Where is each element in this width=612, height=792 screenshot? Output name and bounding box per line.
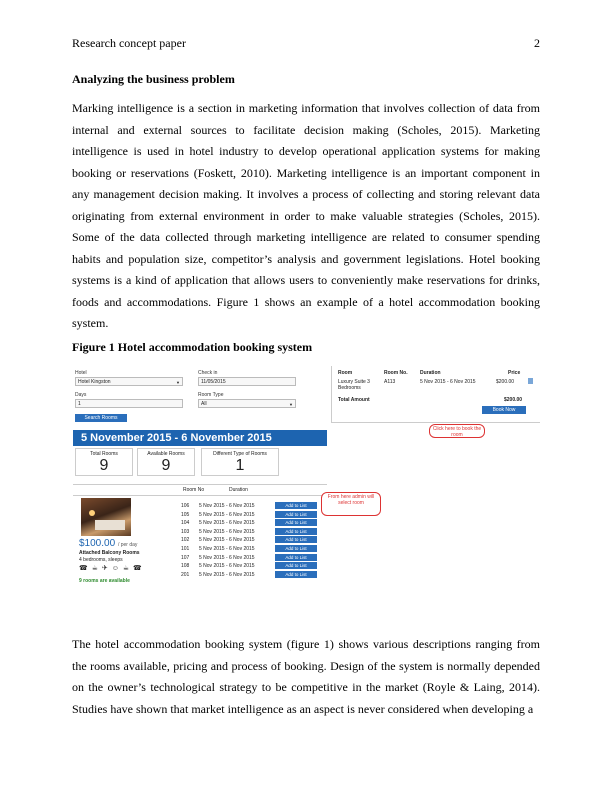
room-number: 101 (181, 546, 190, 552)
add-to-list-button[interactable]: Add to List (275, 562, 317, 569)
room-duration: 5 Nov 2015 - 6 Nov 2015 (199, 511, 255, 518)
section-heading: Analyzing the business problem (72, 72, 235, 86)
book-now-button[interactable]: Book Now (482, 406, 526, 414)
text-line: intelligence is used in hotel industry to develop operational application systems for making (72, 144, 540, 158)
figure-caption: Figure 1 Hotel accommodation booking system (72, 340, 313, 354)
remove-item-icon[interactable] (528, 378, 533, 384)
text-line: internal and external sources to facilitate decision making (Scholes, 2015). Marketing (72, 122, 540, 137)
stat-total-rooms (75, 448, 133, 476)
cart-roomno-header: Room No. (384, 370, 408, 376)
room-number: 105 (181, 511, 190, 518)
room-row (177, 562, 327, 570)
stat-room-types (201, 448, 279, 476)
cart-item-roomno: A113 (384, 379, 396, 385)
booking-left-panel (73, 366, 330, 590)
text-line: on the owner’s technological strategy to be competitive in the market (Royle & Laing, 2014). (72, 680, 540, 694)
text-line: booking or reservations (Foskett, 2010). Marketing intelligence is an important component in (72, 165, 540, 180)
add-to-list-button[interactable]: Add to List (275, 554, 317, 561)
text-line: systems is a kind of application that allows users to conveniently make reservations for drinks, (72, 273, 540, 287)
add-to-list-button[interactable]: Add to List (275, 536, 317, 543)
room-number: 106 (181, 503, 190, 509)
search-rooms-button[interactable]: Search Rooms (75, 414, 127, 422)
room-duration: 5 Nov 2015 - 6 Nov 2015 (199, 563, 255, 570)
availability-text: 9 rooms are available (79, 578, 130, 584)
stat-label: Different Type of Rooms (213, 451, 267, 457)
room-row (177, 519, 327, 527)
room-number: 201 (181, 571, 190, 578)
text-line: the rooms available, pricing and process of booking. Design of the system is normally depended (72, 658, 540, 673)
add-to-list-button[interactable]: Add to List (275, 511, 317, 518)
room-row (177, 545, 327, 553)
figure-booking-system (73, 366, 539, 590)
days-label: Days (75, 392, 87, 398)
cart-item-room: Luxury Suite 3 Bedrooms (338, 379, 370, 391)
price-unit: / per day (117, 542, 138, 548)
page-number: 2 (534, 36, 540, 50)
room-row (177, 528, 327, 536)
cart-item-duration: 5 Nov 2015 - 6 Nov 2015 (420, 379, 476, 385)
paragraph-2 (72, 634, 540, 720)
roomtype-label: Room Type (198, 392, 224, 398)
room-duration: 5 Nov 2015 - 6 Nov 2015 (199, 571, 255, 578)
running-title: Research concept paper (72, 36, 186, 50)
stat-label: Total Rooms (90, 451, 118, 457)
room-photo (81, 498, 131, 536)
callout-book-room: Click here to book the room (429, 424, 485, 438)
callout-select-room: From here admin will select room (321, 492, 381, 516)
add-to-list-button[interactable]: Add to List (275, 545, 317, 552)
room-duration: 5 Nov 2015 - 6 Nov 2015 (199, 546, 255, 552)
room-price (79, 538, 137, 549)
room-number: 107 (181, 554, 190, 561)
text-line: habits and population size, competitor’s analysis and government legislations. Hotel booking (72, 251, 540, 266)
text-line: foods and accommodations. Figure 1 shows an example of a hotel accommodation booking (72, 294, 540, 309)
stat-value: 9 (99, 457, 109, 474)
cart-item-price: $200.00 (496, 379, 515, 385)
room-duration: 5 Nov 2015 - 6 Nov 2015 (199, 503, 255, 509)
stat-available-rooms (137, 448, 195, 476)
room-duration: 5 Nov 2015 - 6 Nov 2015 (199, 520, 255, 527)
hotel-select[interactable] (75, 377, 183, 386)
roomtype-select[interactable] (198, 399, 296, 408)
room-no-header: Room No (183, 487, 205, 493)
rooms-table-header (73, 484, 327, 496)
booking-cart (331, 366, 540, 423)
room-number: 108 (181, 563, 190, 570)
stat-label: Available Rooms (147, 451, 185, 457)
total-label: Total Amount (338, 397, 370, 403)
text-line: The hotel accommodation booking system (figure 1) shows various descriptions ranging from (72, 637, 540, 651)
text-line: Marking intelligence is a section in marketing information that involves collection of data from (72, 101, 540, 115)
date-banner: 5 November 2015 - 6 November 2015 (73, 430, 327, 446)
hotel-label: Hotel (75, 370, 87, 376)
text-line: Some of the data collected through marketing intelligence are related to consumer spending (72, 230, 540, 244)
cart-duration-header: Duration (420, 370, 441, 376)
room-duration: 5 Nov 2015 - 6 Nov 2015 (199, 537, 255, 544)
chevron-down-icon: ▼ (176, 380, 180, 385)
room-row (177, 502, 327, 510)
paragraph-1 (72, 98, 540, 335)
room-subtitle: 4 bedrooms, sleeps (79, 557, 123, 563)
duration-header: Duration (229, 487, 248, 493)
add-to-list-button[interactable]: Add to List (275, 571, 317, 578)
text-line: Studies have shown that market intelligence as an aspect is never considered when developing a (72, 701, 534, 716)
room-title: Attached Balcony Rooms (79, 550, 140, 556)
checkin-input[interactable]: 11/05/2015 (198, 377, 296, 386)
text-line: system. (72, 316, 109, 330)
room-duration: 5 Nov 2015 - 6 Nov 2015 (199, 528, 255, 535)
hotel-value: Hotel Kingston (78, 379, 111, 385)
add-to-list-button[interactable]: Add to List (275, 519, 317, 526)
cart-price-header: Price (508, 370, 521, 376)
add-to-list-button[interactable]: Add to List (275, 502, 317, 509)
stat-value: 1 (235, 457, 245, 474)
room-duration: 5 Nov 2015 - 6 Nov 2015 (199, 554, 255, 561)
add-to-list-button[interactable]: Add to List (275, 528, 317, 535)
total-value: $200.00 (504, 397, 523, 403)
room-row (177, 536, 327, 544)
room-number: 102 (181, 537, 190, 544)
room-card (75, 496, 175, 586)
room-row (177, 571, 327, 579)
room-row (177, 554, 327, 562)
checkin-label: Check in (198, 370, 218, 376)
days-input[interactable]: 1 (75, 399, 183, 408)
price-value: $100.00 (79, 538, 116, 549)
text-line: any management decision making. It involves a process of collecting and storing relevant data (72, 187, 540, 201)
roomtype-value: All (201, 401, 207, 407)
room-row (177, 511, 327, 519)
room-number: 104 (181, 520, 190, 527)
amenity-icons: ☎ ☕ ✈ ☺ ☕ ☎ (79, 565, 143, 572)
stat-value: 9 (161, 457, 171, 474)
chevron-down-icon: ▼ (289, 402, 293, 407)
cart-room-header: Room (338, 370, 353, 376)
text-line: originating from external environment in order to make valuable strategies (Scholes, 2015). (72, 208, 540, 223)
room-number: 103 (181, 528, 190, 535)
